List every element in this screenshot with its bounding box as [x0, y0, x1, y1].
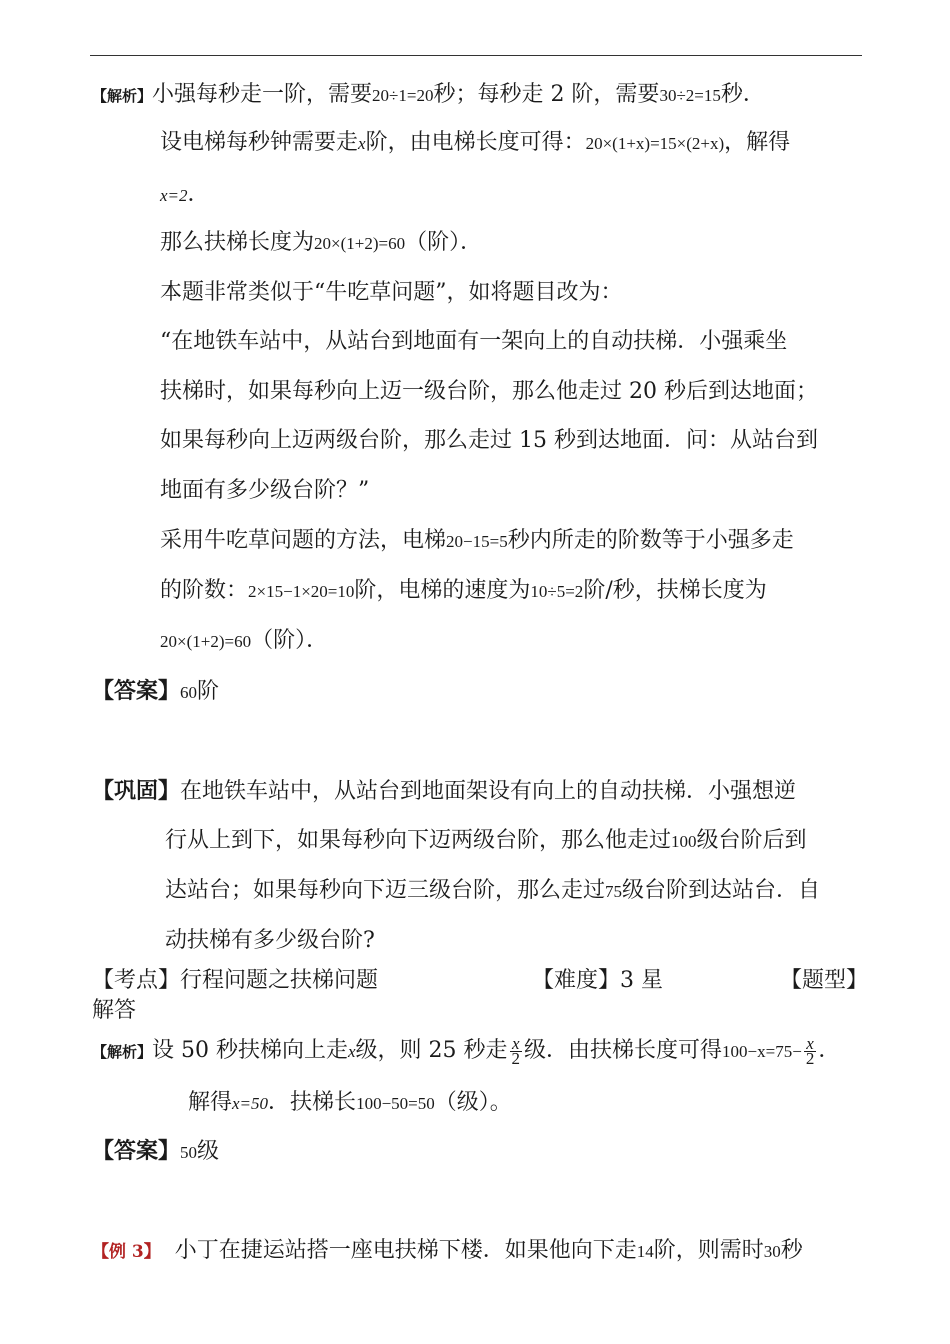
consolidate-line-2: 行从上到下，如果每秒向下迈两级台阶，那么他走过100级台阶后到: [165, 828, 807, 853]
analysis-line-9: 地面有多少级台阶？”: [160, 478, 370, 503]
consolidate-line-1: 【巩固】在地铁车站中，从站台到地面架设有向上的自动扶梯．小强想逆: [92, 778, 797, 804]
example3-line: 【例 3】 小丁在捷运站搭一座电扶梯下楼．如果他向下走14阶，则需时30秒: [92, 1238, 803, 1263]
qtype-value: 解答: [92, 998, 137, 1023]
analysis2-tag: 【解析】: [92, 1043, 153, 1061]
analysis-line-3: x=2．: [160, 182, 210, 207]
header-rule: [90, 55, 862, 56]
answer-line-2: 【答案】50级: [92, 1138, 220, 1164]
fraction-x-over-2-b: $\frac{x}{2}$: [805, 1033, 815, 1068]
analysis-line-11: 的阶数：2×15−1×20=10阶，电梯的速度为10÷5=2阶/秒，扶梯长度为: [160, 578, 767, 603]
answer-line-1: 【答案】60阶: [92, 678, 220, 704]
difficulty-tag: 【难度】: [532, 968, 621, 993]
fraction-x-over-2: $\frac{x}{2}$: [511, 1033, 521, 1068]
analysis-line-5: 本题非常类似于“牛吃草问题”，如将题目改为：: [160, 280, 623, 305]
consolidate-tag: 【巩固】: [92, 778, 181, 804]
answer2-tag: 【答案】: [92, 1138, 181, 1164]
point-tag: 【考点】: [92, 968, 181, 993]
analysis-line-7: 扶梯时，如果每秒向上迈一级台阶，那么他走过 20 秒后到达地面；: [160, 379, 818, 404]
qtype-tag: 【题型】: [780, 968, 869, 993]
analysis-line-1: 【解析】小强每秒走一阶，需要20÷1=20秒；每秒走 2 阶，需要30÷2=15秒．: [92, 82, 765, 107]
qtype-line: [780, 966, 868, 996]
difficulty-line: 【难度】3 星: [532, 968, 664, 993]
consolidate-line-3: 达站台；如果每秒向下迈三级台阶，那么走过75级台阶到达站台．自: [165, 878, 821, 903]
analysis2-line-1: 【解析】设 50 秒扶梯向上走x级，则 25 秒走 $\frac{x}{2}$ 级．由扶梯长度可得100−x=75− $\frac{x}{2}$ ．: [92, 1033, 841, 1068]
example3-tag: 【例 3】: [92, 1242, 161, 1262]
analysis-line-2: 设电梯每秒钟需要走x阶，由电梯长度可得：20×(1+x)=15×(2+x)，解得: [160, 130, 791, 155]
analysis-line-10: 采用牛吃草问题的方法，电梯20−15=5秒内所走的阶数等于小强多走: [160, 528, 794, 553]
point-line: 【考点】行程问题之扶梯问题: [92, 968, 379, 993]
analysis-tag: 【解析】: [92, 87, 153, 105]
analysis-line-4: 那么扶梯长度为20×(1+2)=60（阶）．: [160, 230, 483, 255]
analysis-line-8: 如果每秒向上迈两级台阶，那么走过 15 秒到达地面．问：从站台到: [160, 428, 818, 453]
analysis-line-12: 20×(1+2)=60（阶）．: [160, 628, 329, 653]
answer-tag: 【答案】: [92, 678, 181, 704]
analysis2-line-2: 解得x=50．扶梯长100−50=50（级）。: [188, 1090, 512, 1115]
analysis-line-6: “在地铁车站中，从站台到地面有一架向上的自动扶梯．小强乘坐: [160, 329, 788, 354]
consolidate-line-4: 动扶梯有多少级台阶?: [165, 928, 375, 953]
